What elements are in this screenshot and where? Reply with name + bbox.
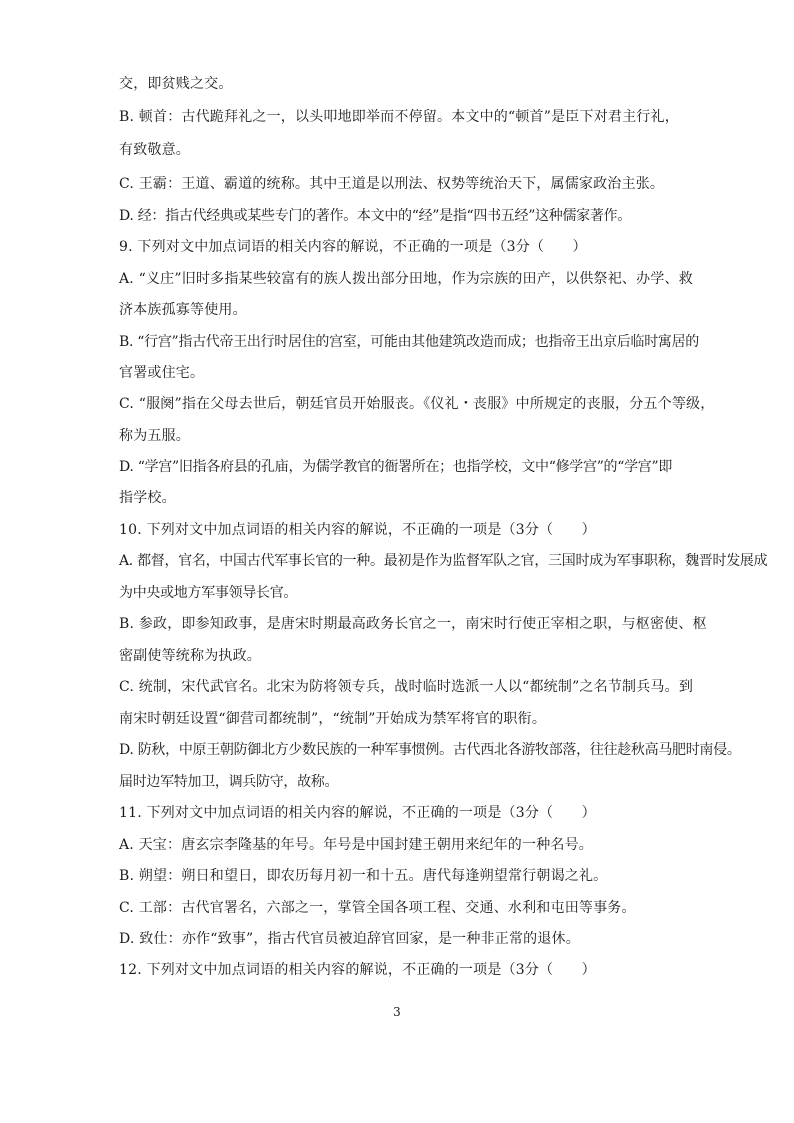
text-line: B. 参政，即参知政事，是唐宋时期最高政务长官之一，南宋时行使正宰相之职，与枢密使、枢 — [119, 616, 707, 632]
text-line: 届时边军特加卫，调兵防守，故称。 — [119, 774, 339, 790]
text-line: 官署或住宅。 — [119, 365, 205, 381]
text-line: 有致敬意。 — [119, 142, 190, 158]
text-line: A. 都督，官名，中国古代军事长官的一种。最初是作为监督军队之官，三国时成为军事职称，魏晋时发展成 — [119, 553, 768, 569]
question-heading: 9. 下列对文中加点词语的相关内容的解说，不正确的一项是（3分（ ） — [119, 239, 587, 255]
text-line: A. 天宝：唐玄宗李隆基的年号。年号是中国封建王朝用来纪年的一种名号。 — [119, 837, 594, 853]
text-line: 指学校。 — [119, 490, 176, 506]
question-heading: 11. 下列对文中加点词语的相关内容的解说，不正确的一项是（3分（ ） — [119, 805, 596, 821]
text-line: B. 朔望：朔日和望日，即农历每月初一和十五。唐代每逢朔望常行朝谒之礼。 — [119, 868, 608, 884]
text-line: B. “行宫”指古代帝王出行时居住的宫室，可能由其他建筑改造而成；也指帝王出京后临时寓居的 — [119, 334, 700, 350]
text-line: D. 防秋，中原王朝防御北方少数民族的一种军事惯例。古代西北各游牧部落，往往趁秋高马肥时南侵。 — [119, 742, 741, 758]
text-line: D. 经：指古代经典或某些专门的著作。本文中的“经”是指“四书五经”这种儒家著作。 — [119, 208, 631, 224]
text-line: 称为五服。 — [119, 428, 190, 444]
text-line: A. “义庄”旧时多指某些较富有的族人拨出部分田地，作为宗族的田产，以供祭祀、办学、救 — [119, 271, 693, 287]
text-line: C. “服阕”指在父母去世后，朝廷官员开始服丧。《仪礼・丧服》中所规定的丧服，分五个等级， — [119, 396, 715, 412]
text-line: D. 致仕：亦作“致事”，指古代官员被迫辞官回家，是一种非正常的退休。 — [119, 931, 580, 947]
text-line: 济本族孤寡等使用。 — [119, 302, 247, 318]
page-number: 3 — [393, 1005, 401, 1019]
question-heading: 10. 下列对文中加点词语的相关内容的解说，不正确的一项是（3分（ ） — [119, 522, 596, 538]
text-line: 为中央或地方军事领导长官。 — [119, 585, 298, 601]
text-line: 交，即贫贱之交。 — [119, 76, 233, 92]
text-line: 南宋时朝廷设置“御营司都统制”，“统制”开始成为禁军将官的职衔。 — [119, 711, 547, 727]
text-line: B. 顿首：古代跪拜礼之一，以头叩地即举而不停留。本文中的“顿首”是臣下对君主行礼， — [119, 109, 679, 125]
text-line: C. 统制，宋代武官名。北宋为防将领专兵，战时临时选派一人以“都统制”之名节制兵马。到 — [119, 679, 694, 695]
text-line: C. 工部：古代官署名，六部之一，掌管全国各项工程、交通、水利和屯田等事务。 — [119, 900, 636, 916]
question-heading: 12. 下列对文中加点词语的相关内容的解说，不正确的一项是（3分（ ） — [119, 962, 596, 978]
text-line: D. “学宫”旧指各府县的孔庙，为儒学教官的衙署所在；也指学校，文中“修学宫”的“学宫”即 — [119, 459, 673, 475]
text-line: C. 王霸：王道、霸道的统称。其中王道是以刑法、权势等统治天下，属儒家政治主张。 — [119, 176, 665, 192]
text-line: 密副使等统称为执政。 — [119, 648, 261, 664]
